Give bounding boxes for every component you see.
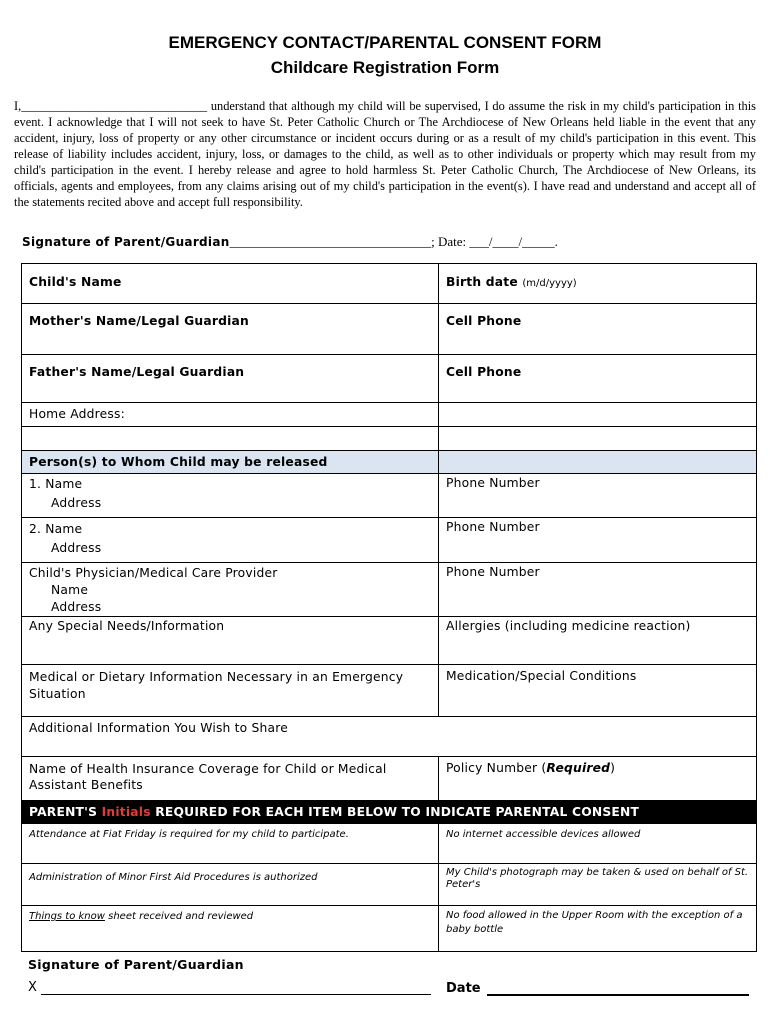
person-1-address-label: Address xyxy=(51,496,102,510)
consent-item-photograph[interactable] xyxy=(439,864,757,906)
parent-name-blank[interactable]: ______________________________ xyxy=(21,99,208,113)
special-needs-label: Any Special Needs/Information xyxy=(29,619,225,633)
person-1-phone-field[interactable] xyxy=(439,474,757,518)
insurance-field[interactable] xyxy=(22,757,439,801)
physician-address-label: Address xyxy=(51,600,102,614)
medication-label: Medication/Special Conditions xyxy=(446,669,637,683)
release-heading xyxy=(22,451,439,474)
person-2-name-label: 2. Name xyxy=(29,522,83,536)
father-cell-field[interactable] xyxy=(439,355,757,403)
person-1-field[interactable] xyxy=(22,474,439,518)
birth-date-label: Birth date xyxy=(446,275,518,289)
home-address-line-2-extra[interactable] xyxy=(439,427,757,451)
signature-date-line xyxy=(22,234,558,250)
mother-field[interactable] xyxy=(22,304,439,355)
medical-info-label: Medical or Dietary Information Necessary in an Emergency Situation xyxy=(29,670,404,701)
birth-date-field[interactable] xyxy=(439,264,757,304)
person-2-field[interactable] xyxy=(22,518,439,563)
intro-text: understand that although my child will be supervised, I do assume the risk in my child's participation in this event. I acknowledge that I will not seek to have St. Peter Catholic Church or The Archdiocese of New Orleans held liable in the event that any accident, injury, loss of property or any other circumstance or incident occurs during or as a result of my child's participation in this event. This release of liability includes accident, injury, loss, or damages to the child, as well as to other individuals or property which may result from my child's participation in the event. I hereby release and agree to hold harmless St. Peter Catholic Church, The Archdiocese of New Orleans, its officials, agents and employees, from any claims arising out of my child's participation in the event(s). I have read and understand and accept all of the statements recited above and accept full responsibility. xyxy=(14,99,756,209)
allergies-field[interactable] xyxy=(439,617,757,665)
allergies-label: Allergies (including medicine reaction) xyxy=(446,619,691,633)
medical-info-field[interactable] xyxy=(22,665,439,717)
additional-info-label: Additional Information You Wish to Share xyxy=(29,721,288,735)
home-address-label: Home Address: xyxy=(29,407,125,421)
consent-item-text: No food allowed in the Upper Room with the exception of a baby bottle xyxy=(446,910,743,935)
cell-phone-label: Cell Phone xyxy=(446,365,522,379)
consent-item-text: My Child's photograph may be taken & used on behalf of St. Peter's xyxy=(446,867,749,890)
consent-item-no-food[interactable] xyxy=(439,906,757,952)
insurance-label: Name of Health Insurance Coverage for Child or Medical Assistant Benefits xyxy=(29,762,387,792)
signature-label: Signature of Parent/Guardian xyxy=(22,235,230,249)
consent-heading-initials: Initials xyxy=(101,805,151,819)
consent-heading xyxy=(22,801,757,824)
policy-required-text: Required xyxy=(546,761,611,775)
phone-number-label: Phone Number xyxy=(446,476,540,490)
form-subtitle: Childcare Registration Form xyxy=(270,58,500,77)
footer-date-line[interactable] xyxy=(446,980,749,996)
cell-phone-label: Cell Phone xyxy=(446,314,522,328)
home-address-extra[interactable] xyxy=(439,403,757,427)
physician-phone-field[interactable] xyxy=(439,563,757,617)
footer-signature-label: Signature of Parent/Guardian xyxy=(28,957,244,972)
home-address-line-2[interactable] xyxy=(22,427,439,451)
footer-signature-line[interactable] xyxy=(28,980,431,995)
things-to-know-link[interactable]: Things to know xyxy=(29,911,105,922)
physician-field[interactable] xyxy=(22,563,439,617)
signature-date-blank[interactable]: _______________________________; Date: ___/____/_____. xyxy=(229,234,558,249)
consent-item-no-devices[interactable] xyxy=(439,824,757,864)
person-2-phone-field[interactable] xyxy=(439,518,757,563)
special-needs-field[interactable] xyxy=(22,617,439,665)
birth-date-format: (m/d/yyyy) xyxy=(522,278,577,289)
physician-label: Child's Physician/Medical Care Provider xyxy=(29,566,278,580)
signature-x-mark: X xyxy=(28,980,37,995)
form-title: EMERGENCY CONTACT/PARENTAL CONSENT FORM xyxy=(168,33,602,52)
liability-release-paragraph xyxy=(14,98,756,210)
home-address-field[interactable] xyxy=(22,403,439,427)
consent-item-things-to-know[interactable] xyxy=(22,906,439,952)
policy-close-paren: ) xyxy=(610,761,616,775)
phone-number-label: Phone Number xyxy=(446,520,540,534)
date-label: Date xyxy=(446,981,481,996)
person-1-name-label: 1. Name xyxy=(29,477,83,491)
policy-number-field[interactable] xyxy=(439,757,757,801)
date-blank[interactable] xyxy=(487,980,749,996)
registration-table xyxy=(21,263,757,952)
phone-number-label: Phone Number xyxy=(446,565,540,579)
childs-name-field[interactable] xyxy=(22,264,439,304)
additional-info-field[interactable] xyxy=(22,717,757,757)
mother-label: Mother's Name/Legal Guardian xyxy=(29,314,249,328)
consent-item-first-aid[interactable] xyxy=(22,864,439,906)
consent-item-text: Administration of Minor First Aid Procedures is authorized xyxy=(29,872,318,883)
medication-field[interactable] xyxy=(439,665,757,717)
intro-lead: I, xyxy=(14,99,22,113)
person-2-address-label: Address xyxy=(51,541,102,555)
consent-item-text: No internet accessible devices allowed xyxy=(446,829,641,840)
mother-cell-field[interactable] xyxy=(439,304,757,355)
policy-number-label: Policy Number ( xyxy=(446,761,547,775)
consent-heading-b: REQUIRED FOR EACH ITEM BELOW TO INDICATE PARENTAL CONSENT xyxy=(150,805,640,819)
release-heading-blank xyxy=(439,451,757,474)
consent-item-text: Attendance at Fiat Friday is required for my child to participate. xyxy=(29,829,349,840)
father-label: Father's Name/Legal Guardian xyxy=(29,365,245,379)
childs-name-label: Child's Name xyxy=(29,275,122,289)
consent-heading-a: PARENT'S xyxy=(29,805,102,819)
father-field[interactable] xyxy=(22,355,439,403)
release-heading-text: Person(s) to Whom Child may be released xyxy=(29,455,328,469)
consent-item-text: sheet received and reviewed xyxy=(104,911,254,922)
consent-item-fiat-friday[interactable] xyxy=(22,824,439,864)
signature-blank[interactable] xyxy=(41,980,431,995)
physician-name-label: Name xyxy=(51,583,89,597)
